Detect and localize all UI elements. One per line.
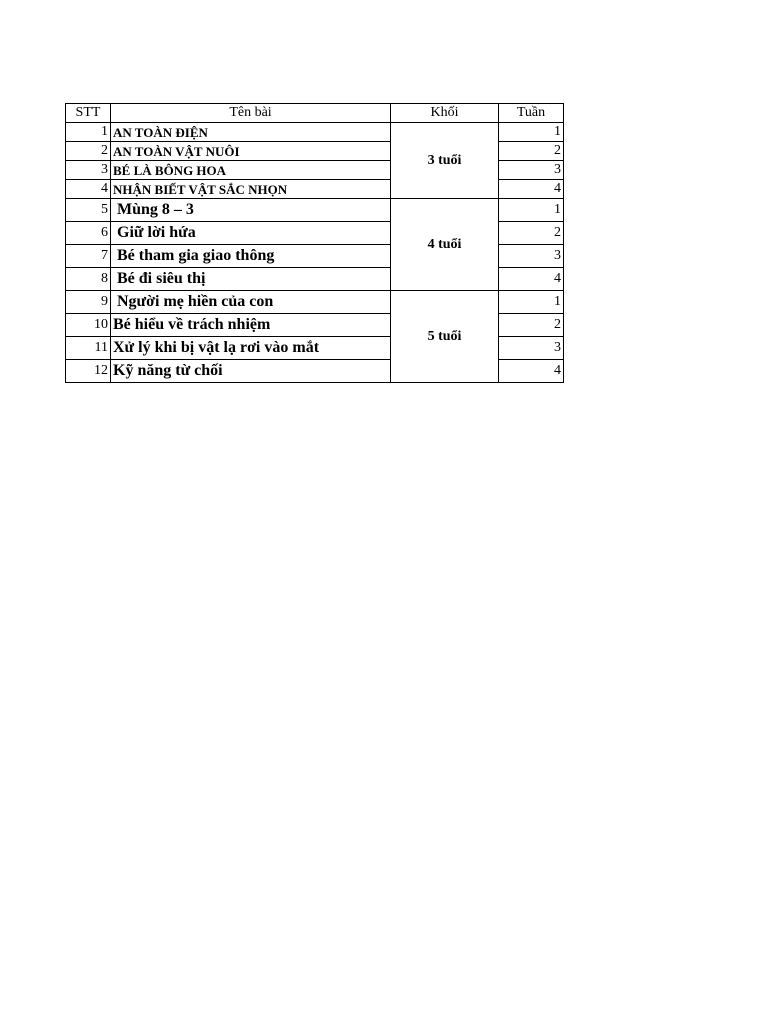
row-tuan: 1 bbox=[499, 199, 564, 222]
header-row bbox=[66, 104, 564, 123]
header-tuan: Tuần bbox=[499, 104, 564, 123]
row-name: Kỹ năng từ chối bbox=[111, 360, 391, 383]
row-name: Bé hiểu về trách nhiệm bbox=[111, 314, 391, 337]
row-tuan: 4 bbox=[499, 360, 564, 383]
row-tuan: 2 bbox=[499, 222, 564, 245]
row-tuan: 2 bbox=[499, 142, 564, 161]
row-tuan: 1 bbox=[499, 291, 564, 314]
row-tuan: 1 bbox=[499, 123, 564, 142]
header-khoi: Khối bbox=[391, 104, 499, 123]
row-stt: 2 bbox=[66, 142, 111, 161]
row-tuan: 3 bbox=[499, 337, 564, 360]
row-stt: 11 bbox=[66, 337, 111, 360]
row-stt: 5 bbox=[66, 199, 111, 222]
row-name: Mùng 8 – 3 bbox=[111, 199, 391, 222]
lesson-table bbox=[65, 103, 564, 383]
row-name: AN TOÀN ĐIỆN bbox=[111, 123, 391, 142]
row-name: NHẬN BIẾT VẬT SẮC NHỌN bbox=[111, 180, 391, 199]
row-name: BÉ LÀ BÔNG HOA bbox=[111, 161, 391, 180]
row-name: Xử lý khi bị vật lạ rơi vào mắt bbox=[111, 337, 391, 360]
row-stt: 8 bbox=[66, 268, 111, 291]
group-khoi: 3 tuổi bbox=[391, 123, 499, 199]
row-stt: 1 bbox=[66, 123, 111, 142]
row-stt: 4 bbox=[66, 180, 111, 199]
header-name: Tên bài bbox=[111, 104, 391, 123]
row-name: Người mẹ hiền của con bbox=[111, 291, 391, 314]
header-stt: STT bbox=[66, 104, 111, 123]
row-tuan: 2 bbox=[499, 314, 564, 337]
group-khoi: 5 tuổi bbox=[391, 291, 499, 383]
row-name: Giữ lời hứa bbox=[111, 222, 391, 245]
row-stt: 12 bbox=[66, 360, 111, 383]
row-tuan: 3 bbox=[499, 245, 564, 268]
row-stt: 3 bbox=[66, 161, 111, 180]
table-row bbox=[66, 199, 564, 222]
row-tuan: 3 bbox=[499, 161, 564, 180]
group-khoi: 4 tuổi bbox=[391, 199, 499, 291]
table-row bbox=[66, 291, 564, 314]
row-name: Bé tham gia giao thông bbox=[111, 245, 391, 268]
row-name: AN TOÀN VẬT NUÔI bbox=[111, 142, 391, 161]
row-stt: 10 bbox=[66, 314, 111, 337]
table-row bbox=[66, 123, 564, 142]
row-stt: 6 bbox=[66, 222, 111, 245]
row-tuan: 4 bbox=[499, 268, 564, 291]
row-stt: 7 bbox=[66, 245, 111, 268]
row-name: Bé đi siêu thị bbox=[111, 268, 391, 291]
row-tuan: 4 bbox=[499, 180, 564, 199]
row-stt: 9 bbox=[66, 291, 111, 314]
